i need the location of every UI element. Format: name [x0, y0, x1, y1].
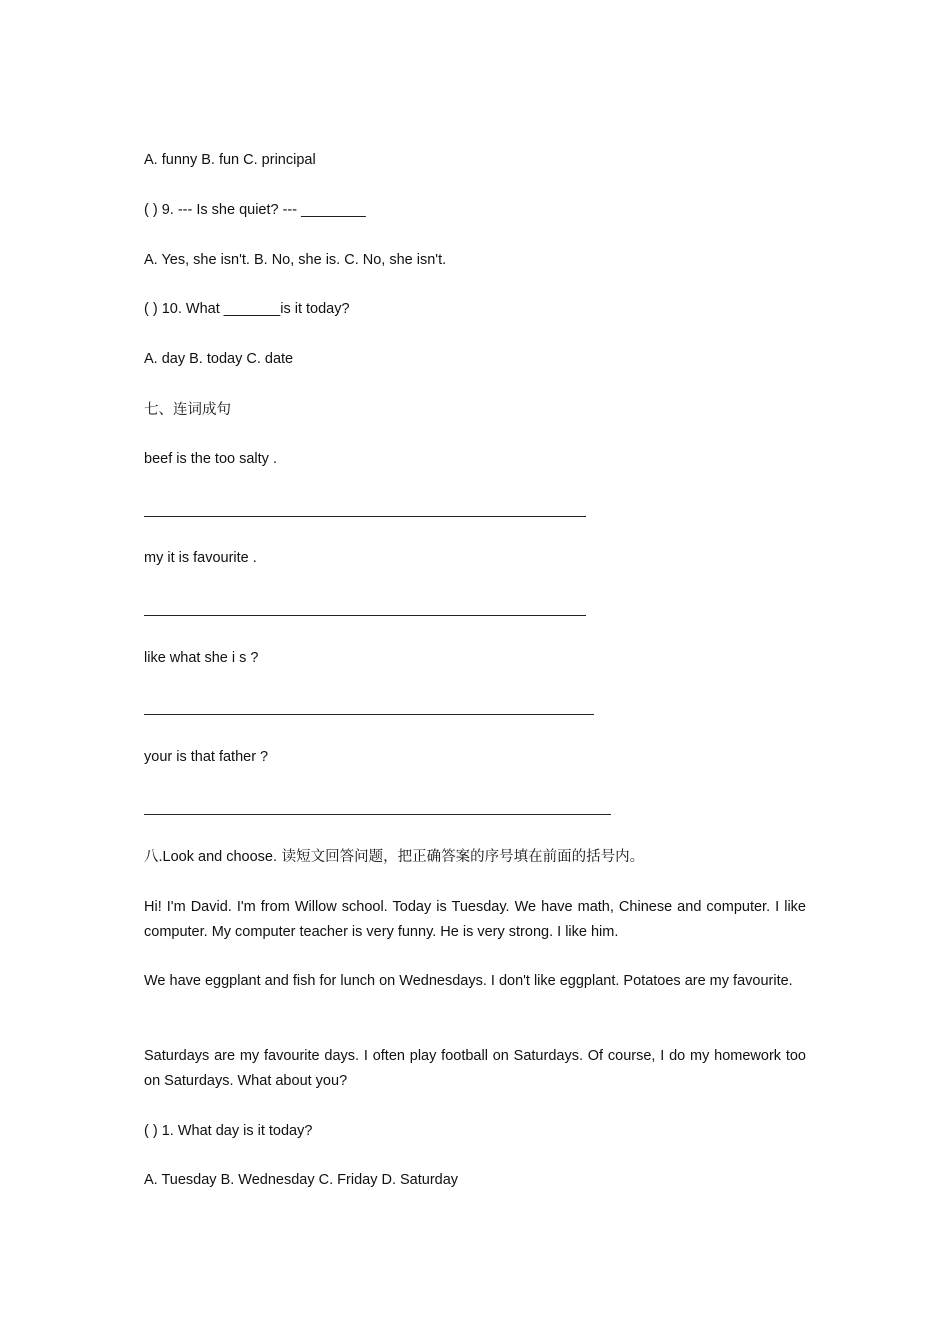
passage-paragraph-1: Hi! I'm David. I'm from Willow school. Today is Tuesday. We have math, Chinese and computer. I like computer. My computer teacher is very funny. He is very strong. I like him.	[144, 899, 806, 940]
question-8-options: A. funny B. fun C. principal	[144, 152, 316, 168]
answer-line-3	[144, 714, 594, 715]
question-9-options: A. Yes, she isn't. B. No, she is. C. No, she isn't.	[144, 252, 447, 268]
sentence-3-words: like what she i s ?	[144, 650, 259, 666]
reading-question-1-options: A. Tuesday B. Wednesday C. Friday D. Saturday	[144, 1172, 459, 1188]
reading-question-1: ( ) 1. What day is it today?	[144, 1123, 313, 1139]
passage-paragraph-3: Saturdays are my favourite days. I often play football on Saturdays. Of course, I do my homework too on Saturdays. What about you?	[144, 1048, 806, 1089]
answer-line-4	[144, 814, 611, 815]
answer-line-1	[144, 516, 586, 517]
question-10-options: A. day B. today C. date	[144, 351, 294, 367]
section-8-heading-en: 八.Look and choose.	[144, 849, 278, 865]
section-8-heading	[144, 845, 806, 870]
sentence-2-words: my it is favourite .	[144, 550, 257, 566]
question-10: ( ) 10. What _______is it today?	[144, 301, 350, 317]
question-9: ( ) 9. --- Is she quiet? --- ________	[144, 202, 366, 218]
answer-line-2	[144, 615, 586, 616]
sentence-1-words: beef is the too salty .	[144, 451, 277, 467]
passage-paragraph-2: We have eggplant and fish for lunch on Wednesdays. I don't like eggplant. Potatoes are my favourite.	[144, 973, 793, 989]
sentence-4-words: your is that father ?	[144, 749, 269, 765]
section-7-heading: 七、连词成句	[144, 402, 231, 418]
section-8-heading-cn: 读短文回答问题，把正确答案的序号填在前面的括号内。	[277, 849, 645, 865]
